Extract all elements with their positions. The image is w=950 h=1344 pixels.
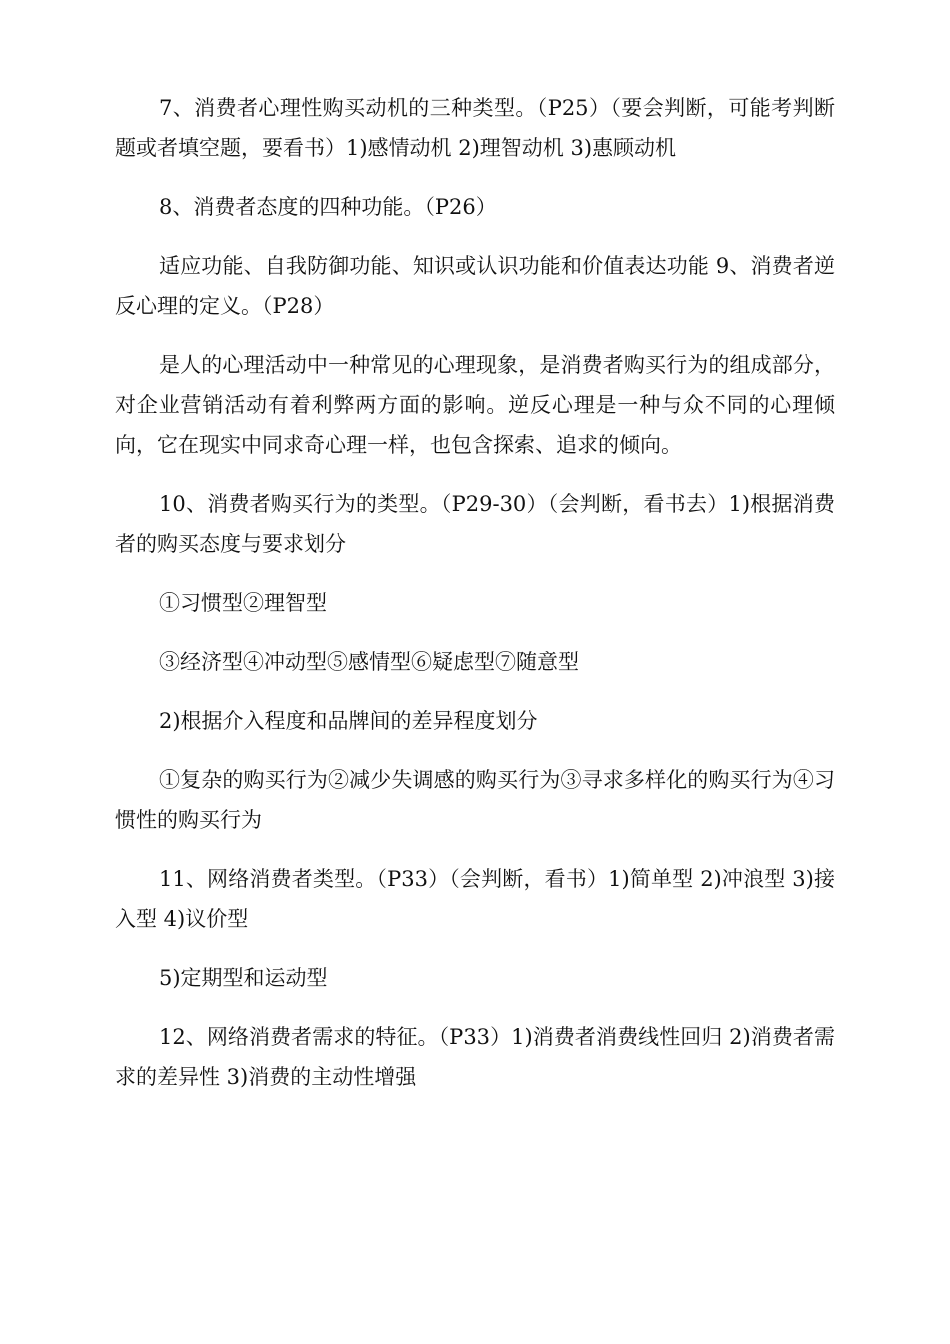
paragraph-reverse-psychology: 是人的心理活动中一种常见的心理现象，是消费者购买行为的组成部分，对企业营销活动有着利弊两方面的影响。逆反心理是一种与众不同的心理倾向，它在现实中同求奇心理一样，也包含探索、追求的倾向。 [115, 353, 835, 457]
paragraph-online-types-cont: 5)定期型和运动型 [159, 966, 328, 990]
paragraph-attitude-functions: 8、消费者态度的四种功能。（P26） [159, 195, 497, 219]
paragraph-behavior-list: ①复杂的购买行为②减少失调感的购买行为③寻求多样化的购买行为④习惯性的购买行为 [115, 768, 835, 832]
paragraph-functions-list: 适应功能、自我防御功能、知识或认识功能和价值表达功能 9、消费者逆反心理的定义。（P28） [115, 254, 835, 318]
paragraph-types-list-1: ①习惯型②理智型 [159, 591, 327, 615]
paragraph-online-demand-features: 12、网络消费者需求的特征。（P33）1)消费者消费线性回归 2)消费者需求的差异性 3)消费的主动性增强 [115, 1025, 835, 1089]
paragraph-types-list-2: ③经济型④冲动型⑤感情型⑥疑虑型⑦随意型 [159, 650, 579, 674]
document-body [115, 88, 835, 1116]
paragraph-purchase-behavior-types: 10、消费者购买行为的类型。（P29-30）（会判断，看书去）1)根据消费者的购买态度与要求划分 [115, 492, 835, 556]
paragraph-motive-types: 7、消费者心理性购买动机的三种类型。（P25）（要会判断，可能考判断题或者填空题，要看书）1)感情动机 2)理智动机 3)惠顾动机 [115, 96, 835, 160]
paragraph-involvement-division: 2)根据介入程度和品牌间的差异程度划分 [159, 709, 538, 733]
paragraph-online-consumer-types: 11、网络消费者类型。（P33）（会判断，看书）1)简单型 2)冲浪型 3)接入型 4)议价型 [115, 867, 835, 931]
